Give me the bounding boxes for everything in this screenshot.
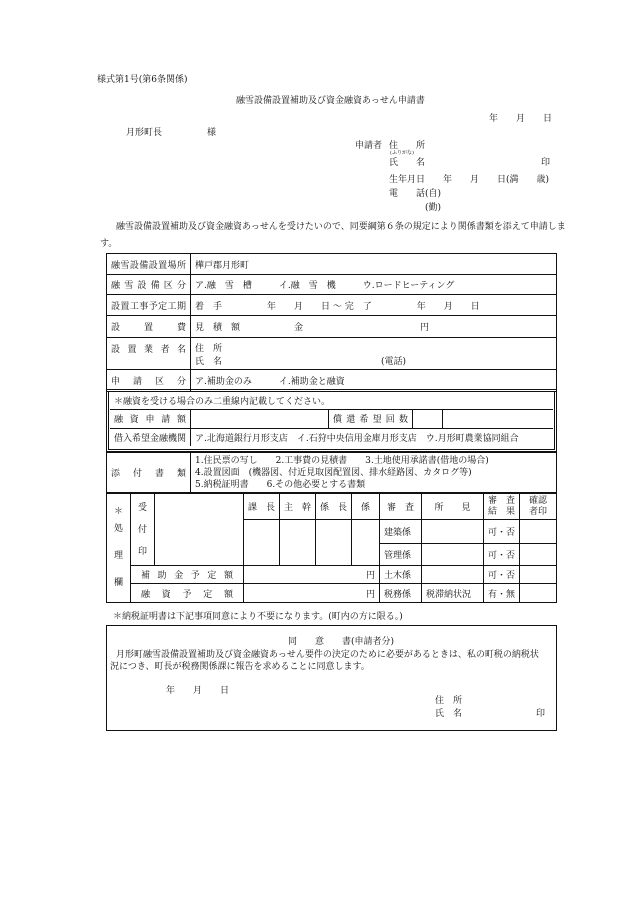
section-management-result: 可・否: [484, 544, 520, 566]
attachments-line-3: 5.納税証明書 6.その他必要とする書類: [195, 479, 366, 490]
addressee: 月形町長 様: [126, 128, 217, 138]
consent-name-label: 氏 名: [435, 709, 463, 719]
contractor-cell: [191, 338, 557, 370]
repayment-label: 償還希望回数: [329, 409, 413, 428]
contractor-label: 設置業者名: [107, 338, 191, 370]
approval-staff: 係: [352, 494, 380, 520]
intro-line-1: 融雪設備設置補助及び資金融資あっせんを受けたいので、同要綱第６条の規定により関係書類を添えて申請しま: [116, 222, 566, 232]
processing-char-3: 欄: [113, 578, 123, 588]
processing-label: [107, 494, 131, 603]
applicant-seal: 印: [541, 158, 551, 168]
subsidy-planned-value: 円: [244, 566, 380, 584]
receipt-char-3: 印: [137, 546, 147, 557]
review-header: 審 査: [380, 494, 422, 520]
stamp-box-4: [352, 520, 380, 566]
intro-line-2: す。: [100, 239, 118, 249]
applicant-phone-home: 電 話(自): [389, 189, 442, 199]
section-civil: 土木係: [380, 566, 422, 584]
consent-address-label: 住 所: [435, 696, 463, 706]
cost-label: 設 置 費: [107, 316, 191, 338]
section-tax-result: 有・無: [484, 584, 520, 603]
furigana-label: (ふりがな): [390, 150, 414, 156]
consent-title: 同 意 書(申請者分): [288, 637, 395, 647]
contractor-name: 氏 名: [195, 356, 223, 367]
consent-body-2: 況につき、町長が税務関係課に報告を求めることに同意します。: [110, 662, 370, 672]
date-line: 年 月 日: [489, 114, 553, 124]
applicant-address-label: 住 所: [389, 141, 426, 151]
applicant-name-label: 氏 名: [389, 158, 426, 168]
section-building-result: 可・否: [484, 520, 520, 544]
stamp-box-2: [280, 520, 316, 566]
loan-note: ＊融資を受ける場合のみ二重線内記載してください。: [110, 393, 553, 409]
bank-label: 借入希望金融機関: [110, 428, 191, 446]
bank-value: ア.北海道銀行月形支店 イ.石狩中央信用金庫月形支店 ウ.月形町農業協同組合: [191, 428, 553, 446]
attachments-table: [106, 452, 557, 493]
section-civil-result: 可・否: [484, 566, 520, 584]
consent-body-1: 月形町融雪設備設置補助及び資金融資あっせん要件の決定のために必要があるときは、私の町税の納税状: [116, 650, 539, 660]
schedule-value: 着 手 年 月 日 ～ 完 了 年 月 日: [191, 295, 557, 316]
loan-amount-value: [191, 409, 329, 428]
contractor-phone: (電話): [381, 357, 407, 367]
consent-seal: 印: [536, 709, 546, 719]
form-number: 様式第1号(第6条関係): [97, 75, 188, 85]
attachments-line-2: 4.設置図面 (機器図、付近見取図配置図、排水経路図、カタログ等): [195, 467, 472, 478]
approval-subsection-chief: 係 長: [316, 494, 352, 520]
receipt-stamp-label: [131, 494, 155, 566]
schedule-label: 設置工事予定工期: [107, 295, 191, 316]
loan-amount-label: 融資申請額: [110, 409, 191, 428]
page-title: 融雪設備設置補助及び資金融資あっせん申請書: [236, 96, 425, 106]
loan-blank: [443, 409, 553, 428]
equipment-type-label: 融雪設備区分: [107, 275, 191, 295]
equipment-type-value: ア.融 雪 槽 イ.融 雪 機 ウ.ロードヒーティング: [191, 275, 557, 295]
applicant-label: 申請者: [355, 141, 383, 151]
section-building-opinion: [422, 520, 484, 544]
section-tax: 税務係: [380, 584, 422, 603]
opinion-header: 所 見: [422, 494, 484, 520]
applicant-phone-work: (勤): [425, 203, 442, 213]
contractor-address: 住 所: [195, 343, 223, 354]
processing-char-1: 処: [113, 524, 123, 534]
approval-director: 主 幹: [280, 494, 316, 520]
processing-mark: ＊: [113, 507, 123, 517]
cost-value: 見 積 額 金 円: [191, 316, 557, 338]
section-management-opinion: [422, 544, 484, 566]
attachments-line-1: 1.住民票の写し 2.工事費の見積書 3.土地使用承諾書(借地の場合): [195, 455, 489, 466]
section-management: 管理係: [380, 544, 422, 566]
attachments-list: [191, 453, 557, 493]
footnote: ＊納税証明書は下記事項同意により不要になります。(町内の方に限る。): [113, 612, 403, 622]
section-tax-confirm: [520, 584, 557, 603]
processing-table: [106, 493, 557, 603]
location-value: 樺戸郡月形町: [191, 254, 557, 275]
consent-date: 年 月 日: [166, 686, 230, 696]
loan-planned-label: 融資予定額: [131, 584, 244, 603]
section-building-confirm: [520, 520, 557, 544]
confirm-header: 確認 者印: [520, 494, 557, 520]
stamp-box-1: [244, 520, 280, 566]
receipt-char-2: 付: [137, 524, 147, 535]
receipt-char-1: 受: [137, 502, 147, 513]
stamp-box-3: [316, 520, 352, 566]
processing-char-2: 理: [113, 551, 123, 561]
section-building: 建築係: [380, 520, 422, 544]
applicant-birth: 生年月日 年 月 日(満 歳): [389, 175, 550, 185]
approval-section-chief: 課 長: [244, 494, 280, 520]
receipt-stamp-area: [155, 494, 244, 566]
loan-planned-value: 円: [244, 584, 380, 603]
loan-table: [110, 393, 553, 446]
section-management-confirm: [520, 544, 557, 566]
section-civil-opinion: [422, 566, 484, 584]
attachments-label: 添 付 書 類: [107, 453, 191, 493]
application-type-value: ア.補助金のみ イ.補助金と融資: [191, 370, 557, 392]
result-header: 審 査 結 果: [484, 494, 520, 520]
section-tax-opinion: 税滞納状況: [422, 584, 484, 603]
location-label: 融雪設備設置場所: [107, 254, 191, 275]
section-civil-confirm: [520, 566, 557, 584]
subsidy-planned-label: 補助金予定額: [131, 566, 244, 584]
application-type-label: 申 請 区 分: [107, 370, 191, 392]
repayment-value: [413, 409, 443, 428]
main-table: [106, 253, 557, 392]
